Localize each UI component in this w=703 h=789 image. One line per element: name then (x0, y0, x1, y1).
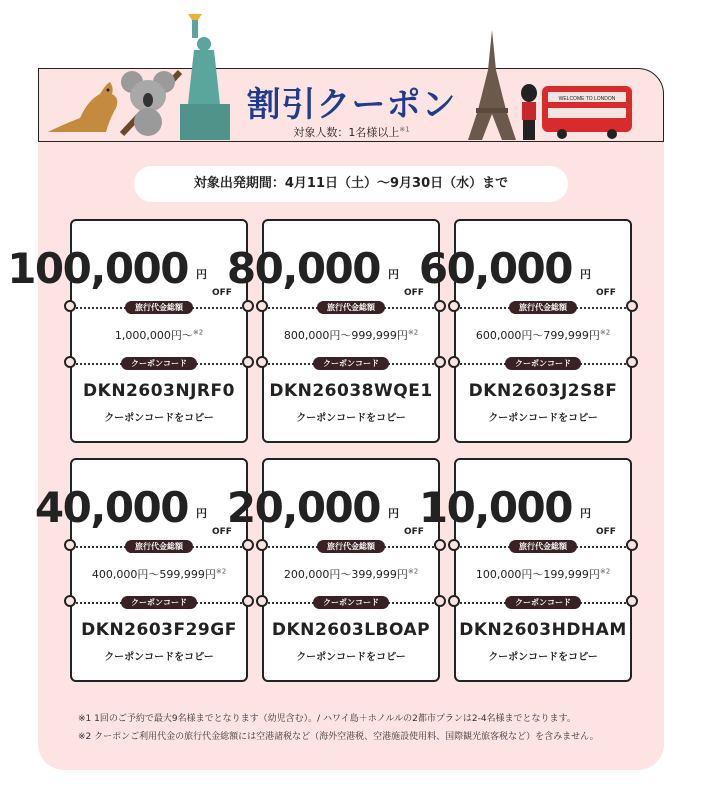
page-title: 割引クーポン (246, 85, 457, 125)
ticket-notch (448, 300, 460, 312)
yen-unit: 円 (580, 268, 591, 281)
copy-code-button[interactable]: クーポンコードをコピー (104, 652, 214, 663)
coupon-code[interactable]: DKN2603J2S8F (468, 381, 618, 401)
ticket-notch (242, 300, 254, 312)
departure-period: 対象出発期間：4月11日（土）〜9月30日（水）まで (134, 166, 568, 202)
ticket-notch (242, 356, 254, 368)
total-price-tag: 旅行代金総額 (317, 540, 385, 553)
ticket-notch (434, 356, 446, 368)
price-range-value: 800,000円〜999,999円 (283, 329, 408, 342)
amount-value: 10,000 (418, 483, 572, 532)
ticket-notch (242, 595, 254, 607)
price-range (264, 327, 438, 343)
footnote-marker: ※2 (192, 328, 204, 337)
price-range (456, 327, 630, 343)
coupon-code-tag: クーポンコード (313, 357, 389, 370)
coupon-card (418, 219, 632, 443)
price-range (72, 327, 246, 343)
total-price-tag: 旅行代金総額 (509, 301, 577, 314)
coupon-code[interactable]: DKN26038WQE1 (269, 381, 433, 401)
copy-code-button[interactable]: クーポンコードをコピー (488, 652, 598, 663)
total-price-tag: 旅行代金総額 (317, 301, 385, 314)
price-range-value: 1,000,000円〜 (114, 329, 193, 342)
ticket-notch (448, 539, 460, 551)
price-range (72, 566, 246, 582)
off-label: OFF (404, 527, 424, 537)
footnote-marker: ※2 (407, 567, 419, 576)
total-price-tag: 旅行代金総額 (125, 540, 193, 553)
coupon-code[interactable]: DKN2603LBOAP (271, 620, 431, 640)
ticket-notch (64, 300, 76, 312)
coupon-card (226, 458, 440, 682)
discount-amount (226, 243, 438, 298)
ticket-notch (626, 539, 638, 551)
amount-value: 100,000 (7, 244, 188, 293)
coupon-card (418, 458, 632, 682)
price-range (264, 566, 438, 582)
coupon-code-tag: クーポンコード (313, 596, 389, 609)
price-range (456, 566, 630, 582)
ticket-notch (64, 356, 76, 368)
footnote-marker: ※2 (407, 328, 419, 337)
ticket-notch (64, 539, 76, 551)
copy-code-button[interactable]: クーポンコードをコピー (104, 413, 214, 424)
footnotes (78, 710, 599, 746)
copy-code-button[interactable]: クーポンコードをコピー (296, 652, 406, 663)
coupon-code-tag: クーポンコード (505, 596, 581, 609)
amount-value: 20,000 (226, 483, 380, 532)
off-label: OFF (212, 527, 232, 537)
yen-unit: 円 (388, 507, 399, 520)
price-range-value: 400,000円〜599,999円 (91, 568, 216, 581)
amount-value: 40,000 (34, 483, 188, 532)
ticket-notch (448, 595, 460, 607)
total-price-tag: 旅行代金総額 (125, 301, 193, 314)
amount-value: 80,000 (226, 244, 380, 293)
price-range-value: 100,000円〜199,999円 (475, 568, 600, 581)
coupon-card (7, 219, 248, 443)
total-price-tag: 旅行代金総額 (509, 540, 577, 553)
yen-unit: 円 (388, 268, 399, 281)
ticket-notch (626, 356, 638, 368)
ticket-notch (64, 595, 76, 607)
footnote-2: ※2 クーポンご利用代金の旅行代金総額には空港諸税など（海外空港税、空港施設使用料、国際観光旅客税など）を含みません。 (78, 732, 599, 742)
off-label: OFF (596, 527, 616, 537)
off-label: OFF (404, 288, 424, 298)
footnote-marker: ※2 (599, 328, 611, 337)
ticket-notch (256, 300, 268, 312)
coupon-code-tag: クーポンコード (121, 596, 197, 609)
coupon-code[interactable]: DKN2603NJRF0 (83, 381, 235, 401)
footnote-marker: ※2 (215, 567, 227, 576)
discount-amount (226, 482, 438, 537)
coupon-code[interactable]: DKN2603HDHAM (459, 620, 627, 640)
ticket-notch (256, 539, 268, 551)
coupon-code[interactable]: DKN2603F29GF (81, 620, 237, 640)
coupon-code-tag: クーポンコード (121, 357, 197, 370)
footnote-marker: ※1 (399, 125, 410, 134)
target-count (0, 124, 703, 140)
ticket-notch (626, 595, 638, 607)
ticket-notch (242, 539, 254, 551)
yen-unit: 円 (196, 268, 207, 281)
ticket-notch (256, 356, 268, 368)
ticket-notch (626, 300, 638, 312)
ticket-notch (256, 595, 268, 607)
ticket-notch (448, 356, 460, 368)
target-count-label: 対象人数：1名様以上 (293, 126, 400, 139)
discount-amount (34, 482, 246, 537)
discount-amount (7, 243, 246, 298)
coupon-card (34, 458, 248, 682)
ticket-notch (434, 539, 446, 551)
yen-unit: 円 (580, 507, 591, 520)
ticket-notch (434, 300, 446, 312)
price-range-value: 200,000円〜399,999円 (283, 568, 408, 581)
discount-amount (418, 482, 630, 537)
discount-amount (418, 243, 630, 298)
amount-value: 60,000 (418, 244, 572, 293)
svg-text:WELCOME TO LONDON: WELCOME TO LONDON (558, 96, 616, 102)
ticket-notch (434, 595, 446, 607)
yen-unit: 円 (196, 507, 207, 520)
footnote-1: ※1 1回のご予約で最大9名様までとなります（幼児含む）。/ ハワイ島＋ホノルルの2都市プランは2-4名様までとなります。 (78, 714, 576, 724)
coupon-card (226, 219, 440, 443)
price-range-value: 600,000円〜799,999円 (475, 329, 600, 342)
footnote-marker: ※2 (599, 567, 611, 576)
copy-code-button[interactable]: クーポンコードをコピー (296, 413, 406, 424)
off-label: OFF (596, 288, 616, 298)
off-label: OFF (212, 288, 232, 298)
coupon-code-tag: クーポンコード (505, 357, 581, 370)
copy-code-button[interactable]: クーポンコードをコピー (488, 413, 598, 424)
